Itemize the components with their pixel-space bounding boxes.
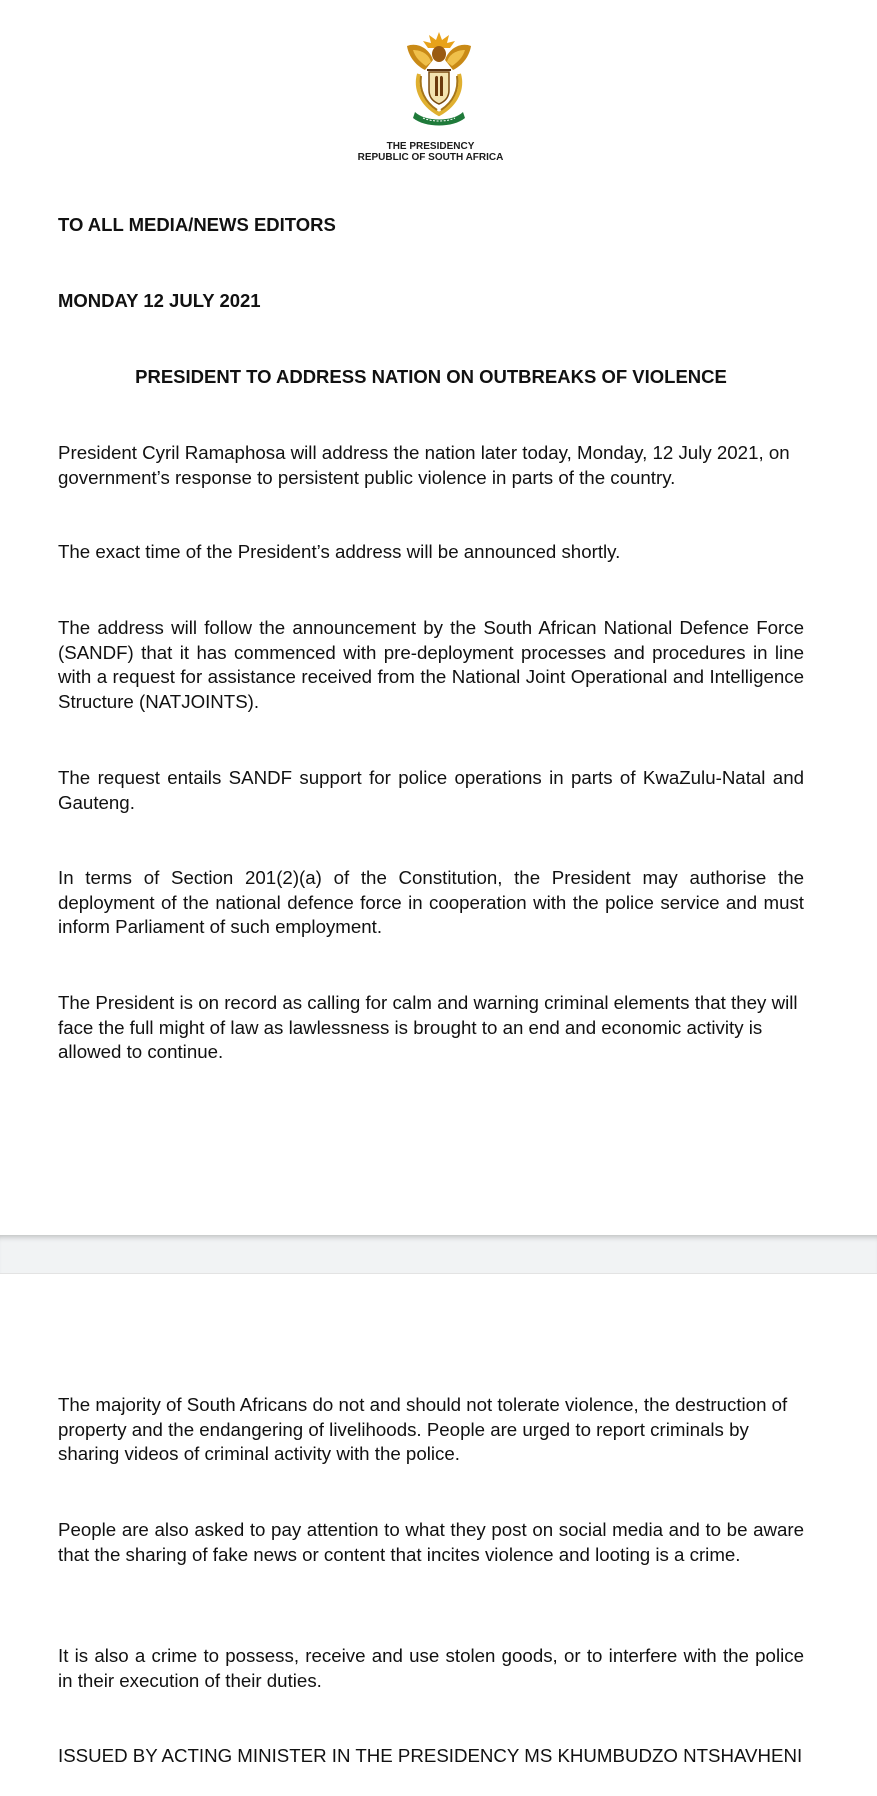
paragraph: The President is on record as calling for calm and warning criminal elements that they will face the full might of law as lawlessness is brought to an end and economic activity is allowed to continue. (58, 992, 798, 1062)
paragraph: The exact time of the President’s address will be announced shortly. (58, 541, 621, 562)
page-break (0, 1235, 877, 1274)
paragraph: In terms of Section 201(2)(a) of the Constitution, the President may authorise the deployment of the national defence force in cooperation with the police service and must inform Parliament of such employment. (58, 867, 804, 937)
paragraph: The majority of South Africans do not and should not tolerate violence, the destruction of property and the endangering of livelihoods. People are urged to report criminals by sharing videos of criminal activity with the police. (58, 1394, 788, 1464)
document-page-2 (0, 1274, 877, 1796)
header-line-2: REPUBLIC OF SOUTH AFRICA (357, 152, 504, 163)
paragraph: People are also asked to pay attention to what they post on social media and to be aware that the sharing of fake news or content that incites violence and looting is a crime. (58, 1519, 804, 1565)
paragraph: President Cyril Ramaphosa will address the nation later today, Monday, 12 July 2021, on government’s response to persistent public violence in parts of the country. (58, 442, 790, 488)
paragraph: The request entails SANDF support for police operations in parts of KwaZulu-Natal and Gauteng. (58, 767, 804, 813)
headline: PRESIDENT TO ADDRESS NATION ON OUTBREAKS OF VIOLENCE (135, 366, 727, 387)
release-date: MONDAY 12 JULY 2021 (58, 290, 261, 311)
addressee: TO ALL MEDIA/NEWS EDITORS (58, 214, 336, 235)
issued-by: ISSUED BY ACTING MINISTER IN THE PRESIDENCY MS KHUMBUDZO NTSHAVHENI (58, 1745, 803, 1766)
paragraph: It is also a crime to possess, receive and use stolen goods, or to interfere with the police in their execution of their duties. (58, 1645, 804, 1691)
issuer-header (0, 141, 861, 163)
paragraph: The address will follow the announcement by the South African National Defence Force (SANDF) that it has commenced with pre-deployment processes and procedures in line with a request for assistance received from the National Joint Operational and Intelligence Structure (NATJOINTS). (58, 617, 804, 712)
coat-of-arms-logo (0, 30, 877, 130)
coat-of-arms-icon (399, 30, 479, 130)
header-line-1: THE PRESIDENCY (386, 141, 475, 152)
